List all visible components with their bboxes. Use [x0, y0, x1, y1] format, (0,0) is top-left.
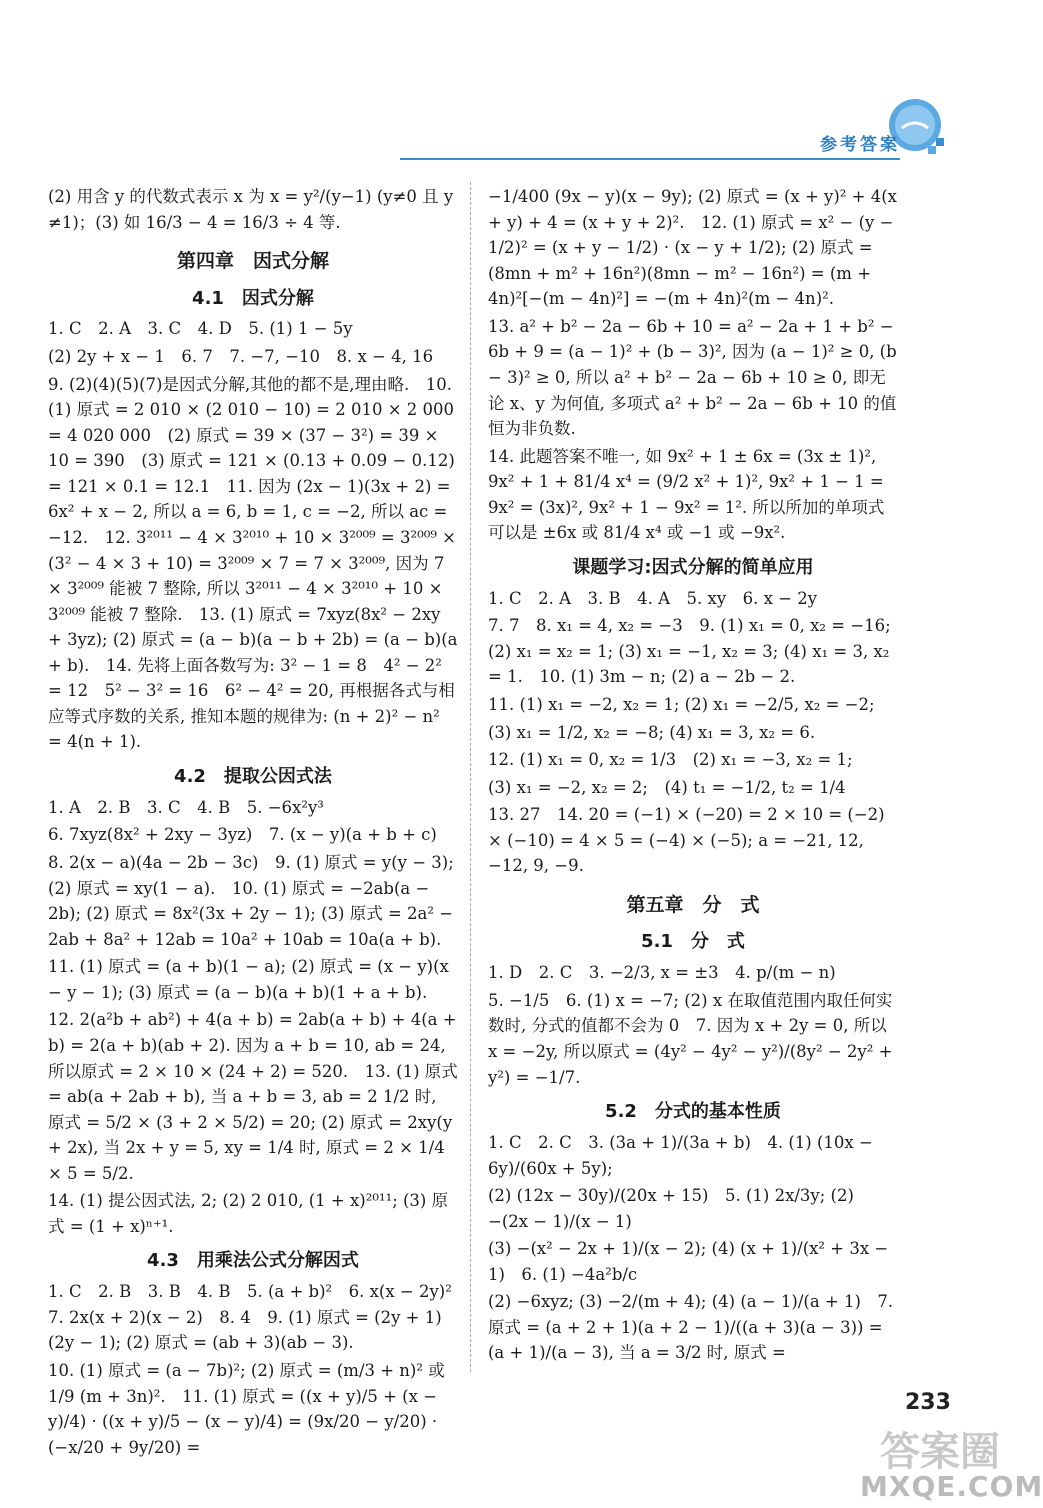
answer-line: 1. C 2. A 3. C 4. D 5. (1) 1 − 5y [48, 319, 353, 339]
header-rule [400, 158, 900, 160]
chapter-title: 第四章 因式分解 [176, 250, 329, 273]
answer-line: 9. (2)(4)(5)(7)是因式分解,其他的都不是,理由略. 10. (1) 原式 = 2 010 × (2 010 − 10) = 2 010 × 2 000 = 4 020 000 (2) 原式 = 39 × (37 − 3²) = 39 × 10 = 390 (3) 原式 = 121 × (0.13 + 0.09 − 0.12) = 121 × 0.1 = 12.1 11. 因为 (2x − 1)(3x + 2) = 6x² + x − 2, 所以 a = 6, b = 1, c = −2, 所以 ac = −12. 12. 3²⁰¹¹ − 4 × 3²⁰¹⁰ + 10 × 3²⁰⁰⁹ = 3²⁰⁰⁹ × (3² − 4 × 3 + 10) = 3²⁰⁰⁹ × 7 = 7 × 3²⁰⁰⁹, 因为 7 × 3²⁰⁰⁹ 能被 7 整除, 所以 3²⁰¹¹ − 4 × 3²⁰¹⁰ + 10 × 3²⁰⁰⁹ 能被 7 整除. 13. (1) 原式 = 7xyz(8x² − 2xy + 3yz); (2) 原式 = (a − b)(a − b + 2b) = (a − b)(a + b). 14. 先将上面各数写为: 3² − 1 = 8 4² − 2² = 12 5² − 3² = 16 6² − 4² = 20, 再根据各式与相应等式序数的关系, 推知本题的规律为: (n + 2)² − n² = 4(n + 1). [48, 374, 458, 752]
answer-line: −1/400 (9x − y)(x − 9y); (2) 原式 = (x + y)² + 4(x + y) + 4 = (x + y + 2)². 12. (1) 原式 = x² − (y − 1/2)² = (x + y − 1/2) · (x − y + 1/2); (2) 原式 = (8mn + m² + 16n²)(8mn − m² − 16n²) = (m + 4n)²[−(m − 4n)²] = −(m + 4n)²(m − 4n)². [488, 187, 897, 309]
answer-line: 8. 2(x − a)(4a − 2b − 3c) 9. (1) 原式 = y(y − 3); (2) 原式 = xy(1 − a). 10. (1) 原式 = −2ab(a − 2b); (2) 原式 = 8x²(3x + 2y − 1); (3) 原式 = 2a² − 2ab + 8a² + 12ab = 10a² + 10ab = 10a(a + b). [48, 853, 454, 949]
section-title: 课题学习:因式分解的简单应用 [572, 556, 814, 578]
answer-line: 14. 此题答案不唯一, 如 9x² + 1 ± 6x = (3x ± 1)², 9x² + 1 + 81/4 x⁴ = (9/2 x² + 1)², 9x² + 1 − 1 = 9x² = (3x)², 9x² + 1 − 9x² = 1². 所以所加的单项式可以是 ±6x 或 81/4 x⁴ 或 −1 或 −9x². [488, 446, 885, 543]
answer-line: (3) −(x² − 2x + 1)/(x − 2); (4) (x + 1)/(x² + 3x − 1) 6. (1) −4a²b/c [488, 1239, 889, 1284]
answer-line: 1. C 2. C 3. (3a + 1)/(3a + b) 4. (1) (10x − 6y)/(60x + 5y); [488, 1132, 873, 1178]
watermark-url: MXQE.COM [860, 1470, 1043, 1503]
answer-line: (3) x₁ = −2, x₂ = 2; (4) t₁ = −1/2, t₂ = 1/4 [488, 777, 846, 797]
header-title: 参考答案 [820, 135, 900, 155]
answer-line: 1. A 2. B 3. C 4. B 5. −6x²y³ [48, 797, 324, 817]
chapter-title: 第五章 分 式 [626, 893, 760, 916]
answer-line: (2) 用含 y 的代数式表示 x 为 x = y²/(y−1) (y≠0 且 y ≠1)；(3) 如 16/3 − 4 = 16/3 ÷ 4 等. [48, 187, 454, 232]
answer-line: (2) (12x − 30y)/(20x + 15) 5. (1) 2x/3y; (2) −(2x − 1)/(x − 1) [488, 1186, 854, 1231]
right-column [488, 182, 898, 1368]
page-number: 233 [905, 1390, 951, 1415]
section-title: 5.1 分 式 [641, 931, 745, 953]
answer-line: 11. (1) 原式 = (a + b)(1 − a); (2) 原式 = (x − y)(x − y − 1); (3) 原式 = (a − b)(a + b)(1 + a + b). [48, 957, 449, 1002]
answer-line: 6. 7xyz(8x² + 2xy − 3yz) 7. (x − y)(a + b + c) [48, 825, 437, 845]
watermark-logo: 答案圈 [880, 1429, 1000, 1475]
answer-line: 1. C 2. A 3. B 4. A 5. xy 6. x − 2y [488, 588, 818, 608]
answer-line: 7. 7 8. x₁ = 4, x₂ = −3 9. (1) x₁ = 0, x₂ = −16; (2) x₁ = x₂ = 1; (3) x₁ = −1, x₂ = 3; (4) x₁ = 3, x₂ = 1. 10. (1) 3m − n; (2) a − 2b − 2. [488, 616, 891, 687]
answer-line: (2) −6xyz; (3) −2/(m + 4); (4) (a − 1)/(a + 1) 7. 原式 = (a + 2 + 1)(a + 2 − 1)/((a + 3)(a − 3)) = (a + 1)/(a − 3), 当 a = 3/2 时, 原式 = [488, 1292, 894, 1363]
answer-line: 1. C 2. B 3. B 4. B 5. (a + b)² 6. x(x − 2y)² 7. 2x(x + 2)(x − 2) 8. 4 9. (1) 原式 = (2y + 1)(2y − 1); (2) 原式 = (ab + 3)(ab − 3). [48, 1282, 469, 1353]
answer-line: 5. −1/5 6. (1) x = −7; (2) x 在取值范围内取任何实数时, 分式的值都不会为 0 7. 因为 x + 2y = 0, 所以 x = −2y, 所以原式 = (4y² − 4y² − y²)/(8y² − 2y² + y²) = −1/7. [488, 990, 893, 1087]
section-title: 4.2 提取公因式法 [174, 766, 332, 788]
answer-line: 13. 27 14. 20 = (−1) × (−20) = 2 × 10 = (−2) × (−10) = 4 × 5 = (−4) × (−5); a = −21, 12, −12, 9, −9. [488, 805, 885, 876]
answer-line: 13. a² + b² − 2a − 6b + 10 = a² − 2a + 1 + b² − 6b + 9 = (a − 1)² + (b − 3)², 因为 (a − 1)² ≥ 0, (b − 3)² ≥ 0, 所以 a² + b² − 2a − 6b + 10 ≥ 0, 即无论 x、y 为何值, 多项式 a² + b² − 2a − 6b + 10 的值恒为非负数. [488, 316, 897, 439]
answer-line: 1. D 2. C 3. −2/3, x = ±3 4. p/(m − n) [488, 963, 836, 983]
answer-line: 12. (1) x₁ = 0, x₂ = 1/3 (2) x₁ = −3, x₂ = 1; [488, 750, 853, 770]
answer-line: 10. (1) 原式 = (a − 7b)²; (2) 原式 = (m/3 + n)² 或 1/9 (m + 3n)². 11. (1) 原式 = ((x + y)/5 + (x − y)/4) · ((x + y)/5 − (x − y)/4) = (9x/20 − y/20) · (−x/20 + 9y/20) = [48, 1361, 445, 1457]
answer-line: 12. 2(a²b + ab²) + 4(a + b) = 2ab(a + b) + 4(a + b) = 2(a + b)(ab + 2). 因为 a + b = 10, ab = 24, 所以原式 = 2 × 10 × (24 + 2) = 520. 13. (1) 原式 = ab(a + 2ab + b), 当 a + b = 3, ab = 2 1/2 时, 原式 = 5/2 × (3 + 2 × 5/2) = 20; (2) 原式 = 2xy(y + 2x), 当 2x + y = 5, xy = 1/4 时, 原式 = 2 × 1/4 × 5 = 5/2. [48, 1010, 458, 1183]
section-title: 4.1 因式分解 [192, 287, 314, 309]
column-divider [470, 182, 472, 1372]
section-title: 5.2 分式的基本性质 [605, 1101, 781, 1123]
answer-line: (3) x₁ = 1/2, x₂ = −8; (4) x₁ = 3, x₂ = 6. [488, 722, 816, 742]
answer-line: (2) 2y + x − 1 6. 7 7. −7, −10 8. x − 4, 16 [48, 347, 434, 367]
answer-line: 14. (1) 提公因式法, 2; (2) 2 010, (1 + x)²⁰¹¹; (3) 原式 = (1 + x)ⁿ⁺¹. [48, 1191, 449, 1236]
left-column [48, 182, 469, 1462]
answer-line: 11. (1) x₁ = −2, x₂ = 1; (2) x₁ = −2/5, x₂ = −2; [488, 695, 875, 715]
section-title: 4.3 用乘法公式分解因式 [147, 1250, 359, 1272]
